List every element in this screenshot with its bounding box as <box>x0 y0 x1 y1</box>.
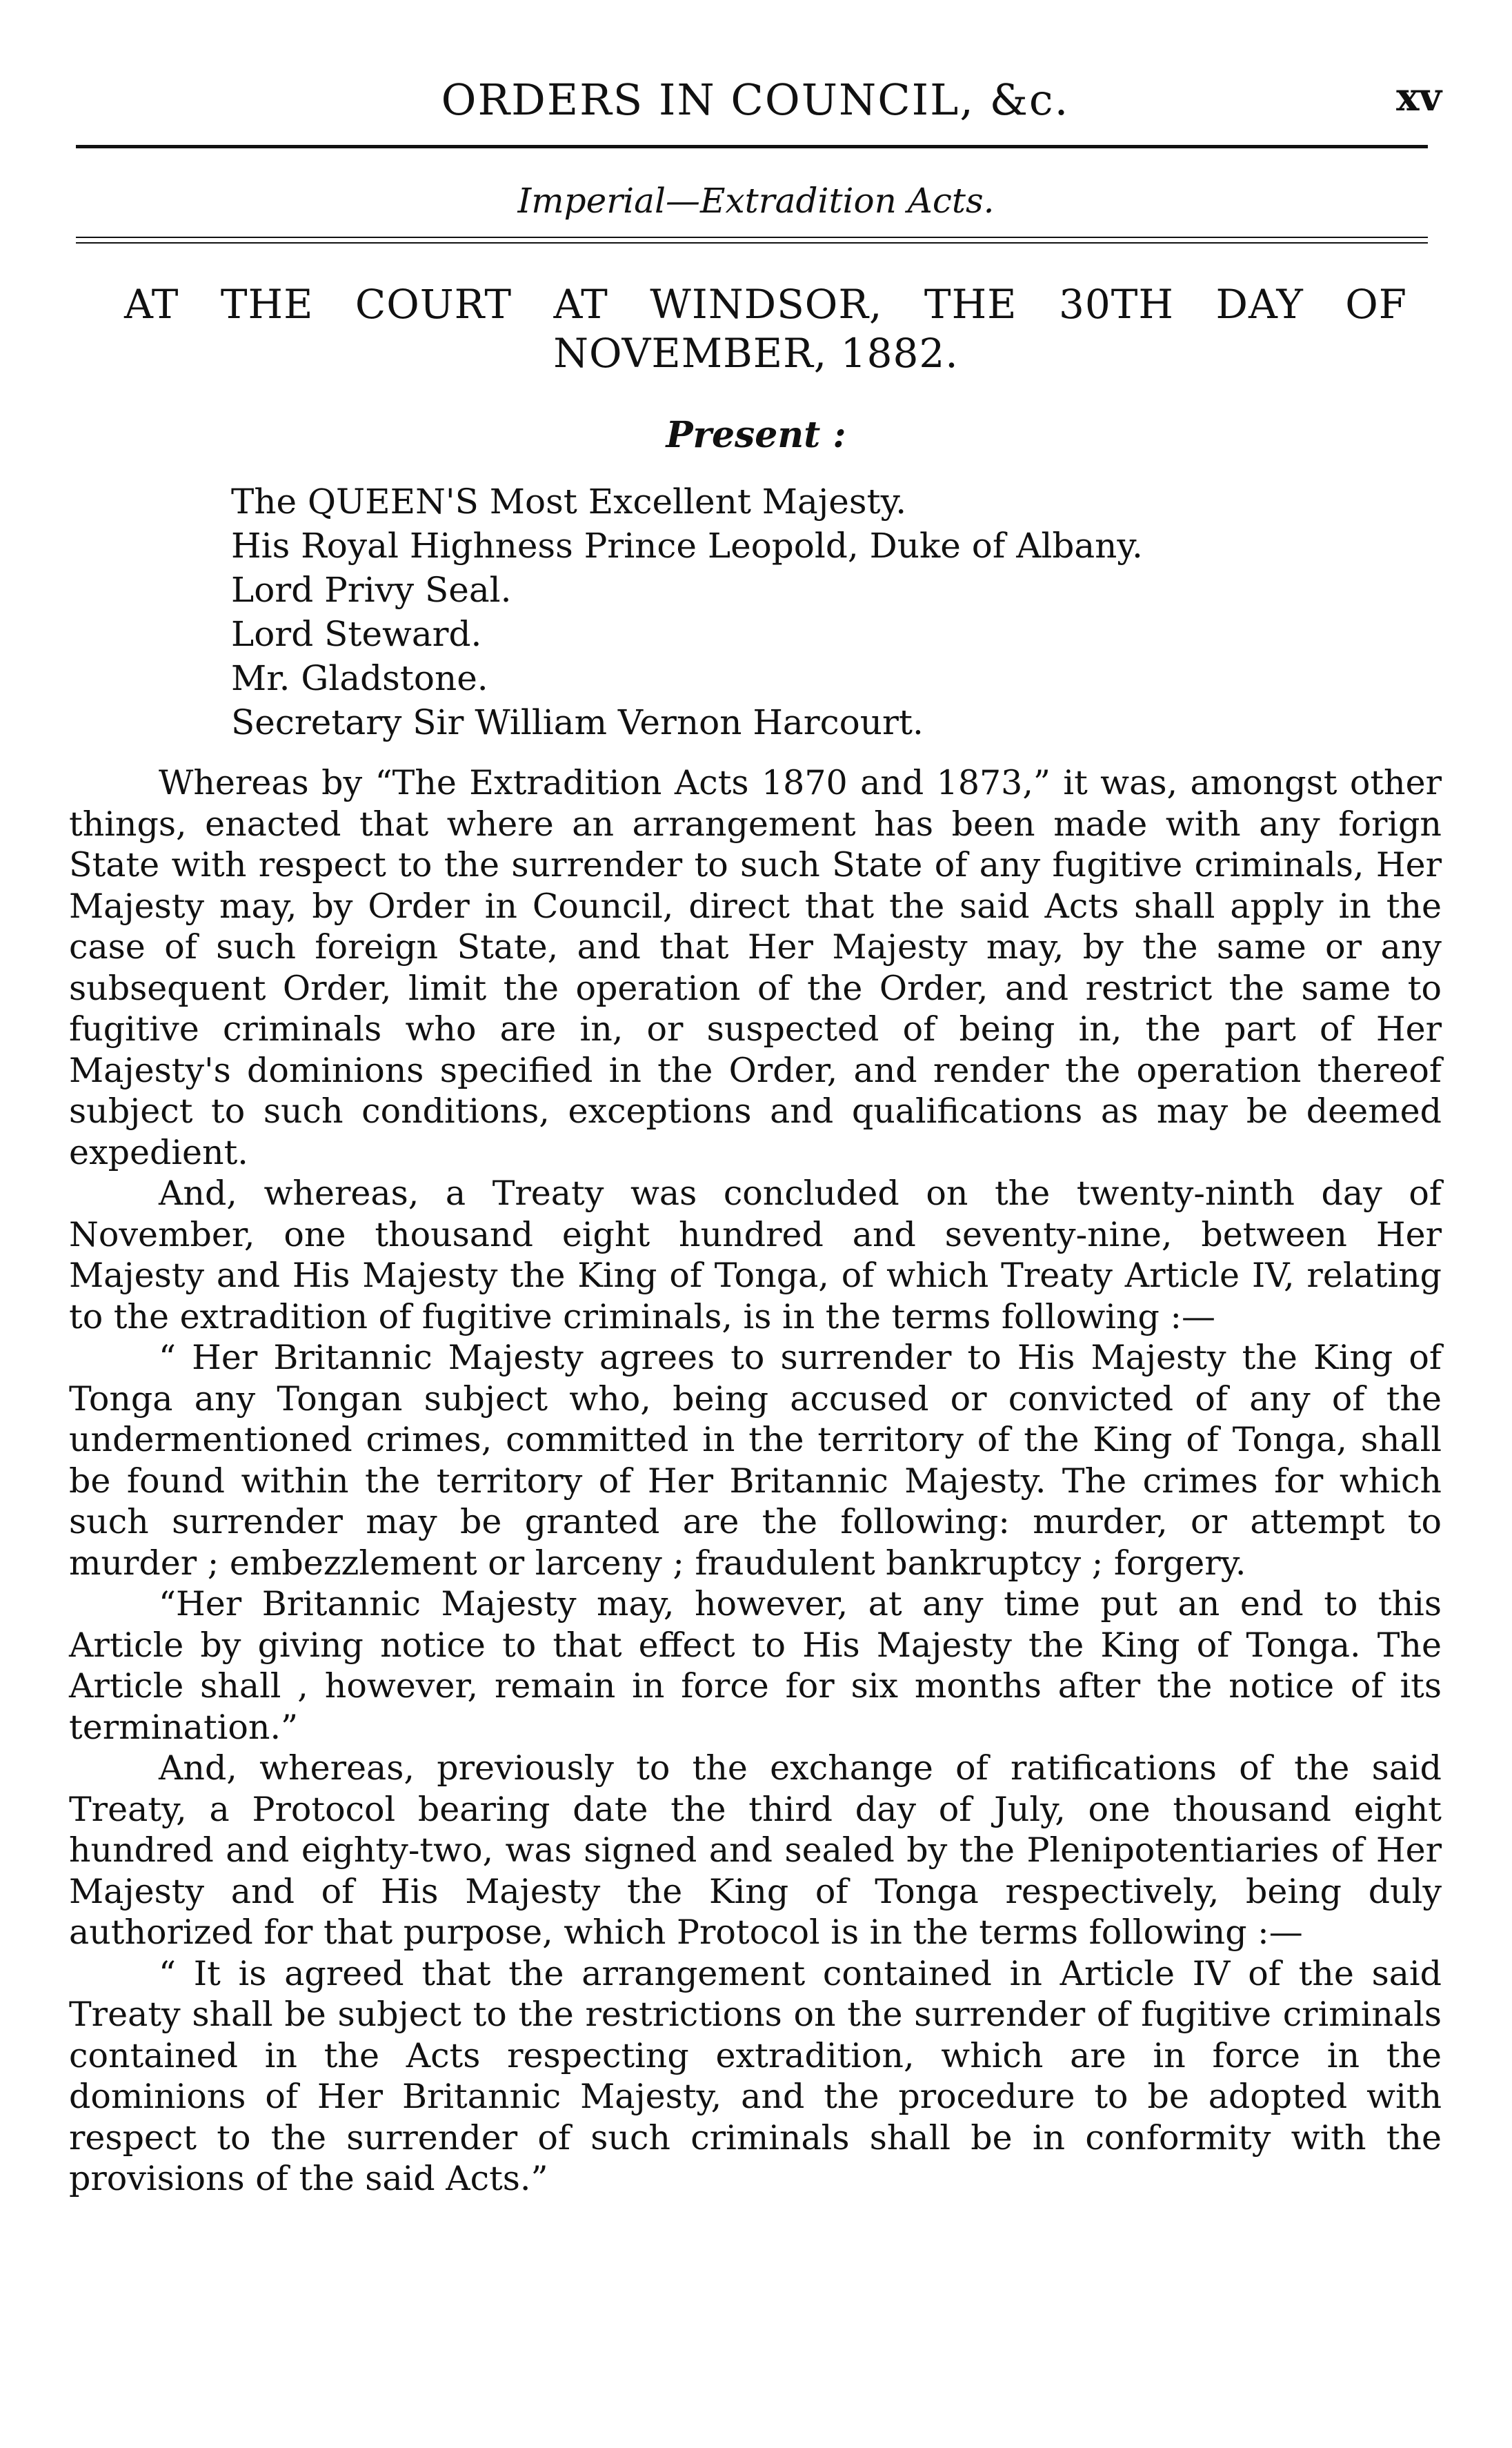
section-subhead: Imperial—Extradition Acts. <box>517 181 995 221</box>
attendee: His Royal Highness Prince Leopold, Duke of Albany. <box>231 526 1143 566</box>
subhead-rule-lower <box>76 242 1428 244</box>
attendee-list <box>231 480 1404 744</box>
attendee: Secretary Sir William Vernon Harcourt. <box>231 702 924 742</box>
paragraph-article-iv-quote: “ Her Britannic Majesty agrees to surrender to His Majesty the King of Tonga any Tongan subject who, being accused or convicted of any of the undermentioned crimes, committed in the territory of the King of Tonga, shall be found within the territory of Her Britannic Majesty. The crimes for which such surrender may be granted are the following: murder, or attempt to murder ; embezzlement or larceny ; fraudulent bankruptcy ; forgery. <box>69 1338 1442 1583</box>
attendee: Lord Privy Seal. <box>231 570 512 610</box>
court-heading-line-1: AT THE COURT AT WINDSOR, THE 30TH DAY OF <box>124 281 1407 328</box>
header-rule <box>76 145 1428 148</box>
attendee: Lord Steward. <box>231 614 482 654</box>
paragraph-protocol-quote: “ It is agreed that the arrangement contained in Article IV of the said Treaty shall be subject to the restrictions on the surrender of fugitive criminals contained in the Acts respecting extradition, which are in force in the dominions of Her Britannic Majesty, and the procedure to be adopted with respect to the surrender of such criminals shall be in conformity with the provisions of the said Acts.” <box>69 1953 1442 2198</box>
paragraph-whereas-acts: Whereas by “The Extradition Acts 1870 and 1873,” it was, amongst other things, enacted that where an arrangement has been made with any forign State with respect to the surrender to such State of any fugitive criminals, Her Majesty may, by Order in Council, direct that the said Acts shall apply in the case of such foreign State, and that Her Majesty may, by the same or any subsequent Order, limit the operation of the Order, and restrict the same to fugitive criminals who are in, or suspected of being in, the part of Her Majesty's dominions specified in the Order, and render the operation thereof subject to such conditions, exceptions and qualifications as may be deemed expedient. <box>69 763 1442 1172</box>
order-body <box>69 762 1442 2200</box>
attendee: Mr. Gladstone. <box>231 658 488 698</box>
page-number: xv <box>1396 75 1442 120</box>
subhead-rule-upper <box>76 237 1428 238</box>
running-title: ORDERS IN COUNCIL, &c. <box>441 75 1070 125</box>
running-head <box>69 75 1442 130</box>
present-label: Present : <box>666 414 846 456</box>
paragraph-protocol: And, whereas, previously to the exchange of ratifications of the said Treaty, a Protocol bearing date the third day of July, one thousand eight hundred and eighty-two, was signed and sealed by the Plenipotentiaries of Her Majesty and of His Majesty the King of Tonga respectively, being duly authorized for that purpose, which Protocol is in the terms following :— <box>69 1748 1442 1952</box>
court-heading-line-2: NOVEMBER, 1882. <box>553 330 959 377</box>
paragraph-treaty: And, whereas, a Treaty was concluded on the twenty-ninth day of November, one thousand eight hundred and seventy-nine, between Her Majesty and His Majesty the King of Tonga, of which Treaty Article IV, relating to the extradition of fugitive criminals, is in the terms following :— <box>69 1174 1442 1336</box>
paragraph-termination-quote: “Her Britannic Majesty may, however, at any time put an end to this Article by giving notice to that effect to His Majesty the King of Tonga. The Article shall , however, remain in force for six months after the notice of its termination.” <box>69 1584 1442 1747</box>
attendee: The QUEEN'S Most Excellent Majesty. <box>231 482 907 522</box>
